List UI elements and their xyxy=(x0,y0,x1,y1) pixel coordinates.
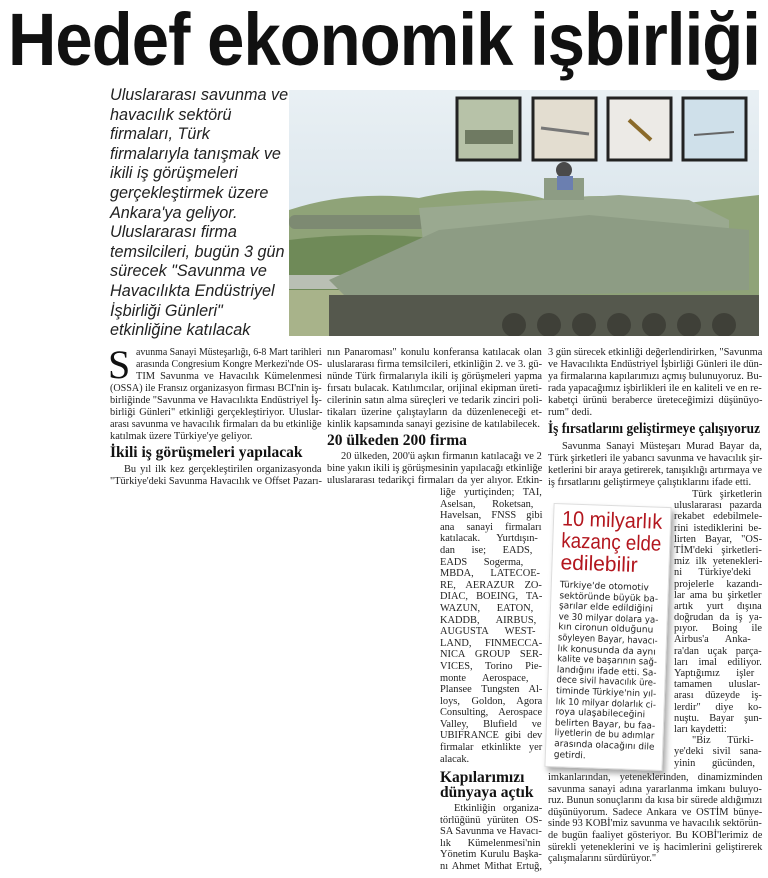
text-line: Aselsan, Roketsan, xyxy=(440,498,534,510)
callout-title: 10 milyarlık kazanç elde edilebilir xyxy=(560,507,663,577)
text-line: çalışmalarını sürdürüyor." xyxy=(548,853,657,865)
text-line: Uluslararası firma xyxy=(110,223,237,242)
text-line: Savunma Sanayi Müsteşarı Murad Bayar da, xyxy=(562,441,762,452)
text-line: AUGUSTA WEST- xyxy=(440,626,536,638)
text-line: miz ilk yetenekleri- xyxy=(674,556,763,568)
text-line: sürekli yeteneklerini ve iş hacimlerini geliştirerek xyxy=(548,841,763,853)
text-line: arası savunma ve havacılık firmaları da bu etkinliğe xyxy=(110,419,322,430)
text-line: alacak. xyxy=(440,753,470,765)
text-line: ikili iş görüşmeleri xyxy=(110,164,238,183)
text-line: rum" dedi. xyxy=(548,407,593,418)
text-line: havacılık sektörü xyxy=(110,105,232,124)
text-line: temsilcileri, bugün 3 gün xyxy=(110,242,285,261)
col1-paragraph-2 xyxy=(110,464,322,488)
text-line: lerdir" diye ko- xyxy=(674,701,762,713)
text-line: Türk şirketlerin xyxy=(692,489,762,500)
text-line: tikaları üzerine çalıştayların da düzenleneceği et- xyxy=(327,407,542,418)
text-line: etkinliğine katılacak xyxy=(110,321,251,340)
text-line: fırsatı bulacak. Katılımcılar, orijinal ekipman üreti- xyxy=(327,383,542,394)
text-line: lirten Bayar, "OS- xyxy=(674,533,763,545)
text-line: Consulting, Aerospace xyxy=(440,707,543,719)
text-line: Türk şirketleri ile yabancı savunma ve havacılık şir- xyxy=(548,453,763,464)
text-line: tamamen uluslar- xyxy=(674,679,761,691)
text-line: firmalar etkinlikte yer xyxy=(440,742,543,754)
text-line: düşünüyorum. Sadece Ankara ve OSTİM bünye- xyxy=(548,806,763,818)
text-line: ra'dan uçak parça- xyxy=(674,645,762,657)
text-line: LAND, FINMECCA- xyxy=(440,637,543,649)
text-line: Etkinliğin organiza- xyxy=(454,803,543,814)
col2-paragraph-3 xyxy=(440,803,542,873)
text-line: rini istediklerini be- xyxy=(674,522,762,534)
text-line: arası düzeyde iş- xyxy=(674,690,762,702)
text-line: ları kaydetti: xyxy=(674,723,727,735)
text-line: bine yakın ikili iş görüşmesinin yapılacağı etkinliğe xyxy=(327,463,543,474)
text-line: arasında olacağını dile xyxy=(554,739,655,753)
text-line: loys, Goldon, Agora xyxy=(440,695,543,707)
text-line: RE, AERAZUR ZO- xyxy=(440,579,542,591)
subheading-ikili: İkili iş görüşmeleri yapılacak xyxy=(110,444,303,461)
col3-paragraph-2 xyxy=(548,441,762,489)
text-line: kın cironun olduğunu xyxy=(558,622,654,636)
text-line: yinin gücünden, xyxy=(674,757,755,769)
text-line: lar ama bu şirketler xyxy=(674,589,762,601)
text-line: Uluslararası savunma ve xyxy=(110,86,289,104)
text-line: imkanlarından, yeteneklerinden, dinamizminden xyxy=(548,772,763,783)
text-line: projelerle kazandı- xyxy=(674,578,763,590)
text-line: ketlerini bir araya getirerek, tanışıklığı artırmaya ve xyxy=(548,465,762,476)
text-line: VICES, Torino Pie- xyxy=(440,660,542,672)
text-line: şarılar elde edildiğini xyxy=(558,601,654,615)
text-line: "Türkiye'deki Savunma Havacılık ve Offset Pazarı- xyxy=(110,476,322,487)
text-line: rekabet edebilmele- xyxy=(674,511,763,523)
text-line: ya firmalarına kapılarımızı açmış bulunuyoruz. Bu- xyxy=(548,371,763,382)
col3-paragraph-1 xyxy=(548,347,762,419)
text-line: Ankara'ya geliyor. xyxy=(110,203,238,222)
text-line: kabetçi ürünü beraberce üreteceğimizi düşünüyo- xyxy=(548,395,763,406)
text-line: nın Panaroması" konulu konferansa katılacak olan xyxy=(327,347,542,358)
text-line: kalite ve başarının sağ- xyxy=(557,654,658,668)
text-line: UBIFRANCE gibi dev xyxy=(440,730,543,742)
tank-thumbnail xyxy=(457,98,520,160)
text-line: ruz. Bunun sonuçlarını da kısa bir sürede aldığımızı xyxy=(548,795,763,807)
text-line: Havelsan, FNSS gibi xyxy=(440,510,543,522)
text-line: firmaları, Türk xyxy=(110,125,210,144)
text-line: (OSSA) ile Fransız organizasyon firması BCI'nin iş- xyxy=(110,383,322,394)
col2-paragraph-2 xyxy=(327,451,542,487)
text-line: roya ulaşabileceğini xyxy=(555,707,646,721)
text-line: katılacak. Yurtdışın- xyxy=(440,533,538,545)
text-line: Valley, Blufield ve xyxy=(440,718,542,730)
text-line: nı Ahmet Mithat Ertuğ, xyxy=(440,860,542,872)
col1-paragraph-1 xyxy=(108,342,323,443)
text-line: katılmak üzere Türkiye'ye geliyor. xyxy=(110,431,253,442)
text-line: sektöründe büyük ba- xyxy=(559,590,659,605)
text-line: nuştu. Bayar şun- xyxy=(674,712,763,724)
text-line: firmalarıyla tanışmak ve xyxy=(110,144,281,163)
subheading-is-firsatlari: İş fırsatlarını geliştirmeye çalışıyoruz xyxy=(548,421,760,437)
text-line: ni Türkiye'deki xyxy=(674,567,752,579)
text-line: Bu yıl ilk kez gerçekleştirilen organizasyonda xyxy=(124,464,322,475)
text-line: Yaptığımız işler xyxy=(674,668,755,679)
text-line: arasında Congresium Kongre Merkezi'nde OS- xyxy=(136,359,323,370)
text-line: DIAC, BOEING, TA- xyxy=(440,591,543,603)
text-line: nünde Türk firmalarıyla ikili iş görüşmeleri yapma xyxy=(327,371,543,382)
text-line: artık yurt dışına xyxy=(674,600,762,612)
text-line: dan ise; EADS, xyxy=(440,544,533,556)
text-line: Airbus'a Anka- xyxy=(674,634,751,646)
text-line: uluslararası pazarda xyxy=(674,500,762,512)
text-line: landığını ifade etti. Sa- xyxy=(556,664,657,679)
text-line: monte Aerospace, xyxy=(440,672,529,684)
text-line: "Biz Türki- xyxy=(692,735,754,747)
text-line: rada yapacağımız işbirlikleri ile en kaliteli ve en re- xyxy=(548,383,762,394)
text-line: cilerinin satın alma süreçleri ve tedarik zinciri poli- xyxy=(327,395,543,406)
drop-cap: S xyxy=(108,342,131,387)
text-line: lık 10 milyar dolarlık ci- xyxy=(555,696,657,711)
text-line: ve Havacılıkta Endüstriyel İşbirliği Günleri ile dün- xyxy=(548,359,763,370)
text-line: EADS Sogerma, xyxy=(440,556,524,568)
tank-photo xyxy=(289,90,759,336)
text-line: ve 30 milyar dolara ya- xyxy=(558,612,659,626)
text-line: savunma sanayi adına yararlanma imkanı buluyo- xyxy=(548,783,762,795)
text-line: Plansee Tungsten Al- xyxy=(440,684,543,696)
text-line: Yönetim Kurulu Başka- xyxy=(440,849,542,861)
text-line: avunma Sanayi Müsteşarlığı, 6-8 Mart tarihleri xyxy=(136,347,322,358)
text-line: birliği Günleri" etkinliği gerçekleştiriyor. Uluslar- xyxy=(110,407,323,418)
text-line: uluslararası firma temsilcileri, etkinliğin 2. ve 3. gü- xyxy=(327,359,542,370)
text-line: NICA GROUP SER- xyxy=(440,649,543,661)
text-line: ye'deki sivil sana- xyxy=(674,746,762,758)
text-line: törlüğünü yürüten OS- xyxy=(440,814,543,826)
lead-paragraph xyxy=(110,86,288,341)
col2-paragraph-2-list xyxy=(440,487,542,765)
text-line: liğe yurtiçinden; TAI, xyxy=(440,487,542,498)
text-line: de bugün faaliyet gösteriyor. Bu KOBİ'lerimiz de xyxy=(548,829,763,841)
text-line: MBDA, LATECOE- xyxy=(440,568,541,580)
headline: Hedef ekonomik işbirliği xyxy=(8,0,760,81)
text-line: iş fırsatlarını geliştirmeye çalıştıklarını ifade etti. xyxy=(548,477,752,488)
text-line: Türkiye'de otomotiv xyxy=(559,580,649,594)
text-line: sürecek "Savunma ve xyxy=(110,262,267,281)
text-line: kinlik kapsamında sanayi gezisine de katılabilecek. xyxy=(327,419,540,430)
col2-paragraph-1 xyxy=(327,347,542,431)
text-line: İşbirliği Günleri" xyxy=(110,301,223,320)
text-line: pıyor. Boing ile xyxy=(674,623,762,635)
text-line: birliğinde "Savunma ve Havacılıkta Endüstriyel İş- xyxy=(110,395,322,406)
text-line: KADDB, AIRBUS, xyxy=(440,614,537,626)
text-line: TİM'deki şirketleri- xyxy=(674,544,762,556)
subheading-kapilarimizi: Kapılarımızı dünyaya açtık xyxy=(440,769,534,801)
text-line: ları imal ediliyor. xyxy=(674,656,762,668)
aircraft-thumbnail xyxy=(683,98,746,160)
text-line: sinde 93 KOBİ'miz savunma ve havacılık sektörün- xyxy=(548,818,762,830)
text-line: 3 gün sürecek etkinliği değerlendirirken, "Savunma xyxy=(548,347,763,358)
text-line: getirdi. xyxy=(553,749,586,761)
text-line: uluslararası tedarikçi firmaları da yer alıyor. Etkin- xyxy=(327,475,543,486)
text-line: gerçekleştirmek üzere xyxy=(110,183,269,202)
subheading-20-ulkeden: 20 ülkeden 200 firma xyxy=(327,432,467,449)
col3-paragraph-3 xyxy=(674,489,762,769)
text-line: timinde Türkiye'nin yıl- xyxy=(555,686,657,700)
text-line: lık konusunda da aynı xyxy=(557,643,656,658)
text-line: belirten Bayar, bu faa- xyxy=(554,717,656,732)
text-line: SA Savunma ve Havacı- xyxy=(440,826,542,838)
text-line: Havacılıkta Endüstriyel xyxy=(110,281,275,300)
text-line: dece sivil havacılık üre- xyxy=(556,675,657,690)
callout-box xyxy=(544,503,671,771)
col3-paragraph-4 xyxy=(548,772,762,865)
text-line: TIM Savunma ve Havacılık Kümelenmesi xyxy=(136,371,323,382)
text-line: ana sanayi firmaları xyxy=(440,521,542,533)
callout-body xyxy=(554,580,660,763)
text-line: söyleyen Bayar, havacı- xyxy=(557,633,658,647)
text-line: doğrudan da iş ya- xyxy=(674,612,763,624)
text-line: liyetlerin de bu adımlar xyxy=(554,728,655,742)
text-line: lık Kümelenmesi'nin xyxy=(440,837,541,849)
text-line: WAZUN, EATON, xyxy=(440,602,534,614)
text-line: 20 ülkeden, 200'ü aşkın firmanın katılacağı ve 2 xyxy=(341,451,542,462)
